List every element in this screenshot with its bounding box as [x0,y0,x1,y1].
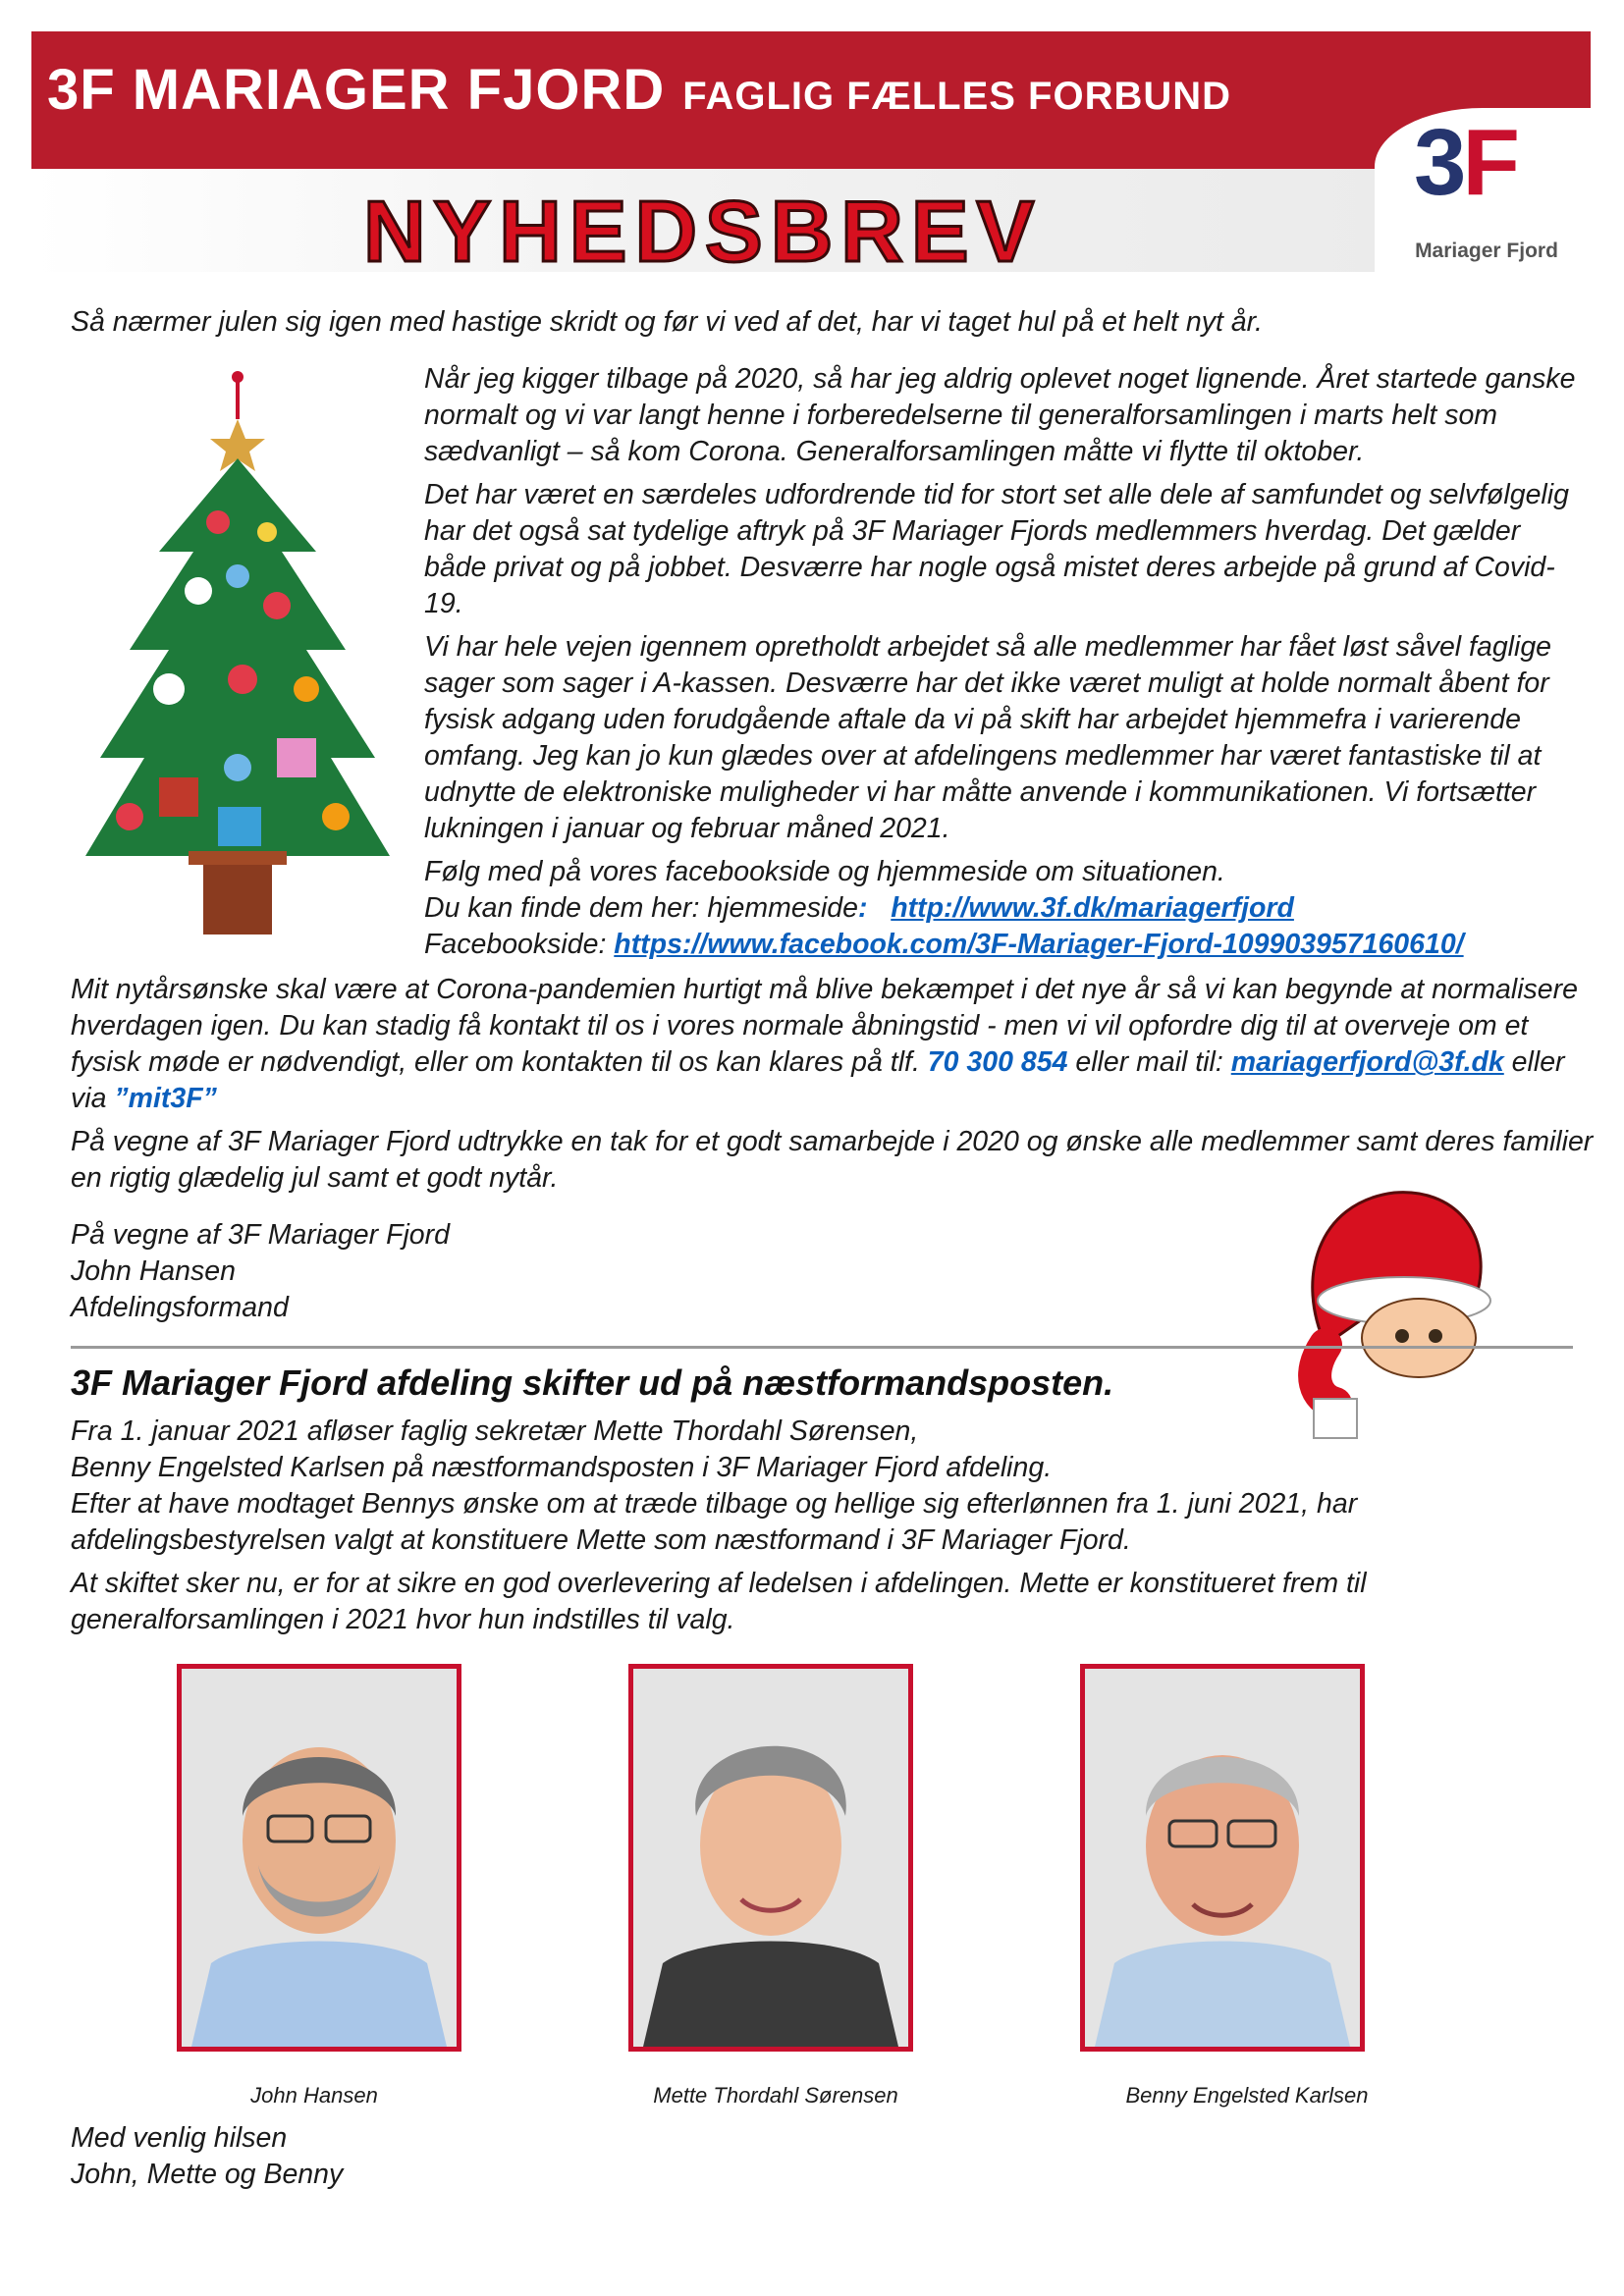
photo-john-hansen [177,1664,461,2052]
caption-mette-thordahl-sorensen: Mette Thordahl Sørensen [653,2083,898,2108]
thanks-paragraph: På vegne af 3F Mariager Fjord udtrykke en tak for et godt samarbejde i 2020 og ønske alle medlemmer samt deres familier en rigtig glædelig jul samt et godt nytår. [71,1126,1594,1194]
links-line-1-prefix: Du kan finde dem her: hjemmeside [424,892,858,924]
portrait-icon [1085,1669,1360,2047]
signature-role: Afdelingsformand [71,1292,289,1323]
section-line-1: Fra 1. januar 2021 afløser faglig sekretær Mette Thordahl Sørensen, [71,1415,919,1447]
logo-caption: Mariager Fjord [1415,240,1558,262]
caption-benny-engelsted-karlsen: Benny Engelsted Karlsen [1125,2083,1369,2108]
signature [71,1217,660,1326]
links-line-2 [424,927,1583,963]
closing-line-2: John, Mette og Benny [71,2159,344,2190]
phone-number[interactable]: 70 300 854 [927,1046,1068,1078]
santa-hat-icon [1257,1163,1502,1448]
intro-text: Så nærmer julen sig igen med hastige skridt og før vi ved af det, har vi taget hul på et helt nyt år. [71,306,1263,338]
section-heading: 3F Mariager Fjord afdeling skifter ud på næstformandsposten. [71,1362,1114,1403]
closing-line-1: Med venlig hilsen [71,2122,288,2154]
brand-subtitle: FAGLIG FÆLLES FORBUND [682,75,1232,118]
homepage-link[interactable]: http://www.3f.dk/mariagerfjord [891,892,1294,924]
wish-text-1: Mit nytårsønske skal være at Corona-pandemien hurtigt må blive bekæmpet i det nye år så vi kan begynde at normalisere hverdagen igen. Du kan stadig få kontakt til os i vores normale åbningstid - men vi vil opfordre dig til at overveje om et fysisk møde er nødvendigt, eller om kontakten til os kan klares på tlf. [71,974,1578,1078]
photo-mette-thordahl-sorensen [628,1664,913,2052]
portrait-icon [182,1669,457,2047]
letter-body [424,361,1583,963]
section-line-3: Efter at have modtaget Bennys ønske om at træde tilbage og hellige sig efterlønnen fra 1. juni 2021, har afdelingsbestyrelsen valgt at konstituere Mette som næstformand i 3F Mariager Fjord. [71,1488,1358,1556]
christmas-tree-image [71,365,405,954]
christmas-tree-icon [71,365,405,954]
links-line-1-colon: : [857,892,868,924]
caption-john-hansen: John Hansen [250,2083,378,2108]
links-line-2-prefix: Facebookside: [424,929,615,960]
signature-line-1: På vegne af 3F Mariager Fjord [71,1219,451,1251]
links-line-1 [424,890,1583,927]
paragraph-4: Følg med på vores facebookside og hjemmeside om situationen. [424,856,1225,887]
3f-logo [1414,110,1517,215]
section-body [71,1414,1583,1645]
facebook-link[interactable]: https://www.facebook.com/3F-Mariager-Fjord-109903957160610/ [614,929,1464,960]
photo-benny-engelsted-karlsen [1080,1664,1365,2052]
wish-text-3: eller via [71,1046,1565,1114]
santa-hat-image [1257,1163,1502,1448]
mit3f-app: ”mit3F” [114,1083,217,1114]
portrait-icon [633,1669,908,2047]
logo-mark-3: 3 [1414,110,1463,215]
wish-paragraph [71,972,1597,1117]
brand-name: 3F MARIAGER FJORD [47,58,666,122]
section-paragraph-2: At skiftet sker nu, er for at sikre en god overlevering af ledelsen i afdelingen. Mette er konstitueret frem til generalforsamlingen i 2021 hvor hun indstilles til valg. [71,1568,1367,1635]
section-divider [71,1346,1573,1349]
closing [71,2120,660,2193]
section-line-2: Benny Engelsted Karlsen på næstformandsposten i 3F Mariager Fjord afdeling. [71,1452,1053,1483]
wish-text-2: eller mail til: [1067,1046,1231,1078]
paragraph-3: Vi har hele vejen igennem opretholdt arbejdet så alle medlemmer har fået løst såvel faglige sager som sager i A-kassen. Desværre har det ikke været muligt at holde normalt åbent for fysisk adgang uden forudgående aftale da vi på skift har arbejdet hjemmefra i varierende omfang. Jeg kan jo kun glædes over at afdelingens medlemmer har været fantastiske til at udnytte de elektroniske muligheder vi har måtte anvende i kommunikationen. Vi fortsætter lukningen i januar og februar måned 2021. [424,631,1552,844]
email-link[interactable]: mariagerfjord@3f.dk [1230,1046,1504,1078]
header-title [47,57,1231,123]
newsletter-title: NYHEDSBREV [363,183,1043,280]
paragraph-2: Det har været en særdeles udfordrende tid for stort set alle dele af samfundet og selvfølgelig har det også sat tydelige aftryk på 3F Mariager Fjords medlemmers hverdag. Det gælder både privat og på jobbet. Desværre har nogle også mistet deres arbejde på grund af Covid-19. [424,479,1569,619]
logo-mark-f: F [1462,110,1517,215]
signature-name: John Hansen [71,1255,236,1287]
paragraph-1: Når jeg kigger tilbage på 2020, så har jeg aldrig oplevet noget lignende. Året startede ganske normalt og vi var langt henne i forberedelserne til generalforsamlingen i marts helt som sædvanligt – så kom Corona. Generalforsamlingen måtte vi flytte til oktober. [424,363,1576,467]
